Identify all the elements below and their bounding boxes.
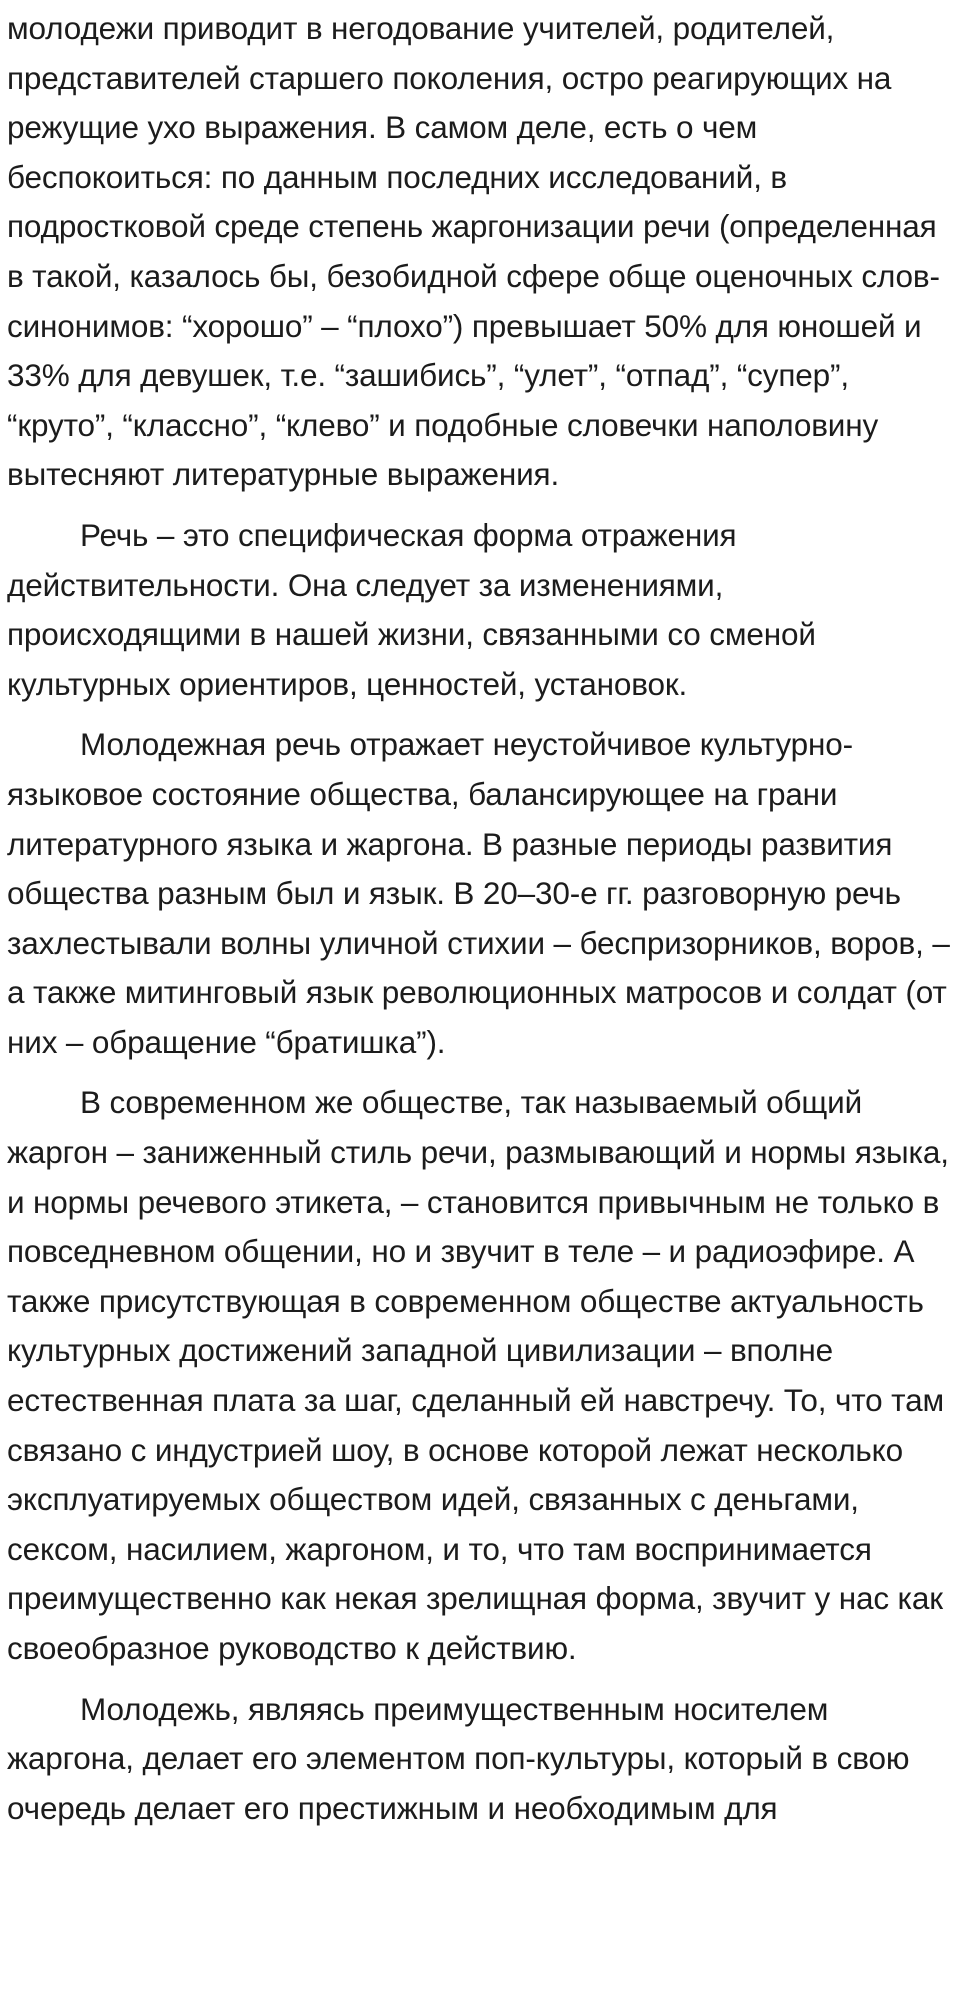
paragraph-speech-definition: Речь – это специфическая форма отражения действительности. Она следует за изменениями, происходящими в нашей жизни, связанными со сменой культурных ориентиров, ценностей, установок. (7, 516, 816, 702)
paragraph-modern-jargon: В современном же обществе, так называемый общий жаргон – заниженный стиль речи, размывающий и нормы языка, и нормы речевого этикета, – становится привычным не только в повседневном общении, но и звучит в теле – и радиоэфире. А также присутствующая в современном обществе актуальность культурных достижений западной цивилизации – вполне естественная плата за шаг, сделанный ей навстречу. То, что там связано с индустрией шоу, в основе которой лежат несколько эксплуатируемых обществом идей, связанных с деньгами, сексом, насилием, жаргоном, и то, что там воспринимается преимущественно как некая зрелищная форма, звучит у нас как своеобразное руководство к действию. (7, 1084, 949, 1666)
paragraph-youth-pop-culture: Молодежь, являясь преимущественным носителем жаргона, делает его элементом поп-культуры, который в свою очередь делает его престижным и необходимым для (7, 1690, 910, 1826)
paragraph-youth-speech-history: Молодежная речь отражает неустойчивое культурно-языковое состояние общества, балансирующее на грани литературного языка и жаргона. В разные периоды развития общества разным был и язык. В 20–30-е гг. разговорную речь захлестывали волны уличной стихии – беспризорников, воров, – а также митинговый язык революционных матросов и солдат (от них – обращение “братишка”). (7, 726, 950, 1060)
paragraph-continuation: молодежи приводит в негодование учителей, родителей, представителей старшего поколения, остро реагирующих на режущие ухо выражения. В самом деле, есть о чем беспокоиться: по данным последних исследований, в подростковой среде степень жаргонизации речи (определенная в такой, казалось бы, безобидной сфере обще оценочных слов-синонимов: “хорошо” – “плохо”) превышает 50% для юношей и 33% для девушек, т.е. “зашибись”, “улет”, “отпад”, “супер”, “круто”, “классно”, “клево” и подобные словечки наполовину вытесняют литературные выражения. (7, 10, 940, 493)
